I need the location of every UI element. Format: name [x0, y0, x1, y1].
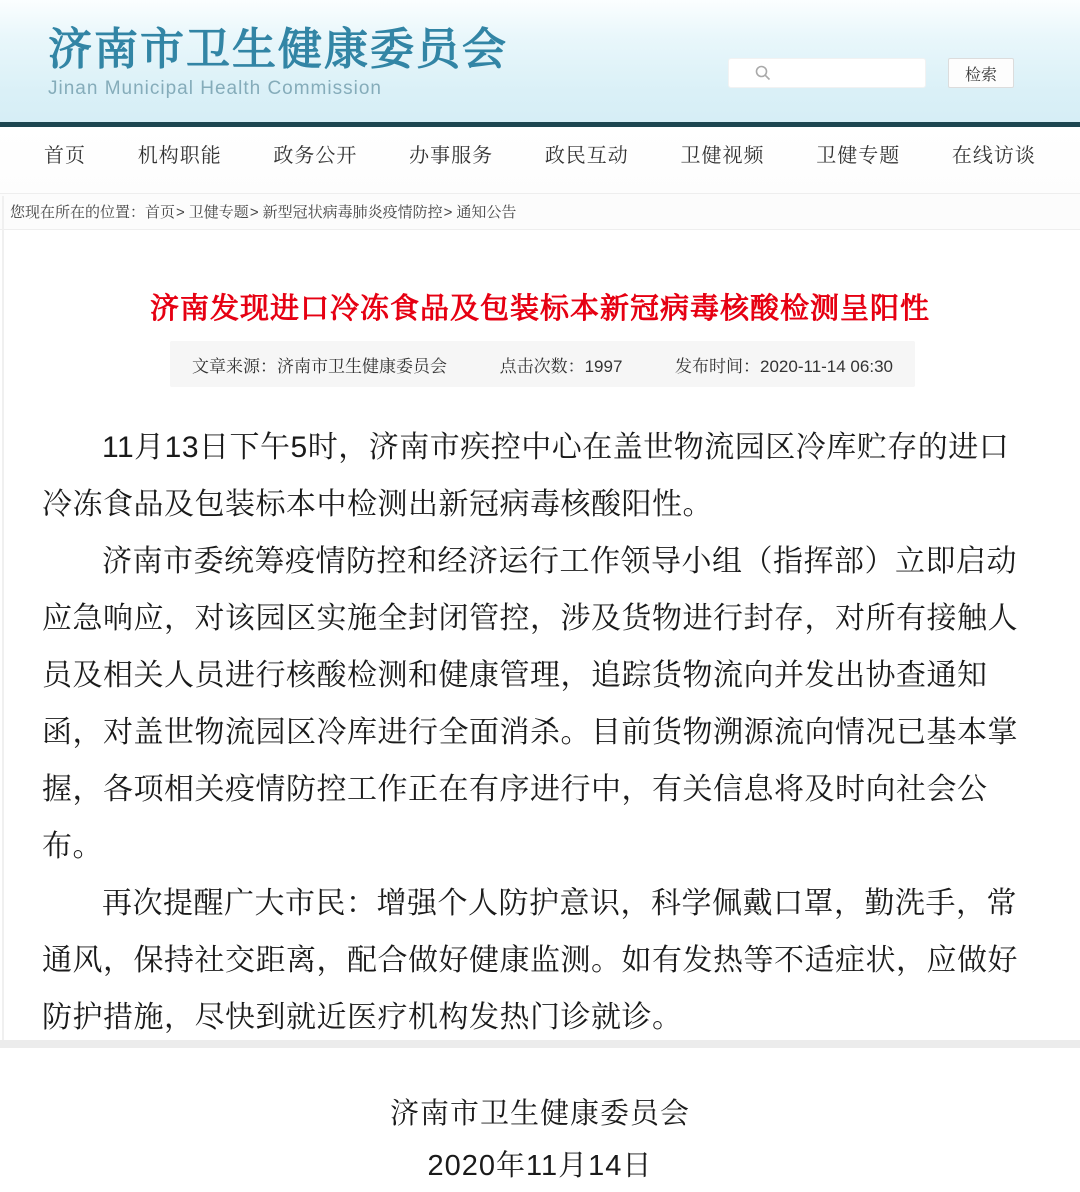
breadcrumb-item-1[interactable]: 首页 — [145, 204, 176, 221]
article-meta-bar — [170, 341, 915, 387]
site-header — [0, 0, 1080, 127]
search-button[interactable]: 检索 — [948, 58, 1014, 88]
signature-org: 济南市卫生健康委员会 — [389, 1098, 690, 1130]
site-brand — [48, 26, 508, 100]
breadcrumb-item-4[interactable]: 通知公告 — [456, 204, 517, 221]
article-signature — [0, 1088, 1080, 1192]
breadcrumb-item-3[interactable]: 新型冠状病毒肺炎疫情防控 — [262, 204, 443, 221]
nav-item-3[interactable]: 政务公开 — [273, 145, 358, 167]
meta-clicks-value: 1997 — [584, 356, 623, 376]
nav-item-6[interactable]: 卫健视频 — [680, 145, 765, 167]
window-left-edge — [2, 196, 4, 1048]
search-area — [728, 58, 1014, 88]
nav-item-7[interactable]: 卫健专题 — [816, 145, 901, 167]
meta-source-value: 济南市卫生健康委员会 — [277, 356, 447, 376]
meta-publish-value: 2020-11-14 06:30 — [760, 356, 893, 376]
article-paragraph-2: 济南市委统筹疫情防控和经济运行工作领导小组（指挥部）立即启动应急响应，对该园区实施全封闭管控，涉及货物进行封存，对所有接触人员及相关人员进行核酸检测和健康管理，追踪货物流向并发出协查通知函，对盖世物流园区冷库进行全面消杀。目前货物溯源流向情况已基本掌握，各项相关疫情防控工作正在有序进行中，有关信息将及时向社会公布。 — [42, 545, 1018, 863]
breadcrumb-item-2[interactable]: 卫健专题 — [188, 204, 249, 221]
nav-item-5[interactable]: 政民互动 — [544, 145, 629, 167]
breadcrumb-separator: > — [176, 204, 185, 221]
nav-bar — [0, 127, 1080, 193]
article-paragraph-1: 11月13日下午5时，济南市疾控中心在盖世物流园区冷库贮存的进口冷冻食品及包装标本中检测出新冠病毒核酸阳性。 — [42, 431, 1010, 521]
breadcrumb-separator: > — [443, 204, 453, 221]
meta-source — [192, 352, 447, 377]
nav-item-1[interactable]: 首页 — [44, 145, 86, 167]
site-subtitle: Jinan Municipal Health Commission — [48, 78, 382, 100]
nav-item-2[interactable]: 机构职能 — [137, 145, 222, 167]
breadcrumb — [0, 193, 1080, 230]
meta-publish-label: 发布时间： — [675, 356, 761, 376]
meta-source-label: 文章来源： — [192, 356, 277, 376]
article-body — [42, 419, 1038, 1046]
article-paragraph-3: 再次提醒广大市民：增强个人防护意识，科学佩戴口罩，勤洗手，常通风，保持社交距离，配合做好健康监测。如有发热等不适症状，应做好防护措施，尽快到就近医疗机构发热门诊就诊。 — [42, 887, 1018, 1034]
meta-clicks-label: 点击次数： — [499, 356, 585, 376]
search-icon — [755, 65, 771, 81]
nav-item-4[interactable]: 办事服务 — [409, 145, 494, 167]
article-title: 济南发现进口冷冻食品及包装标本新冠病毒核酸检测呈阳性 — [149, 293, 930, 325]
breadcrumb-label: 您现在所在的位置： — [10, 204, 146, 221]
breadcrumb-separator: > — [249, 204, 259, 221]
meta-publish-time — [675, 352, 893, 377]
search-box[interactable] — [728, 58, 926, 88]
signature-date: 2020年11月14日 — [427, 1150, 653, 1182]
nav-item-8[interactable]: 在线访谈 — [951, 145, 1036, 167]
meta-clicks — [500, 352, 623, 377]
footer-strip — [0, 1040, 1080, 1048]
breadcrumb-items — [145, 201, 516, 222]
site-title: 济南市卫生健康委员会 — [48, 25, 508, 74]
